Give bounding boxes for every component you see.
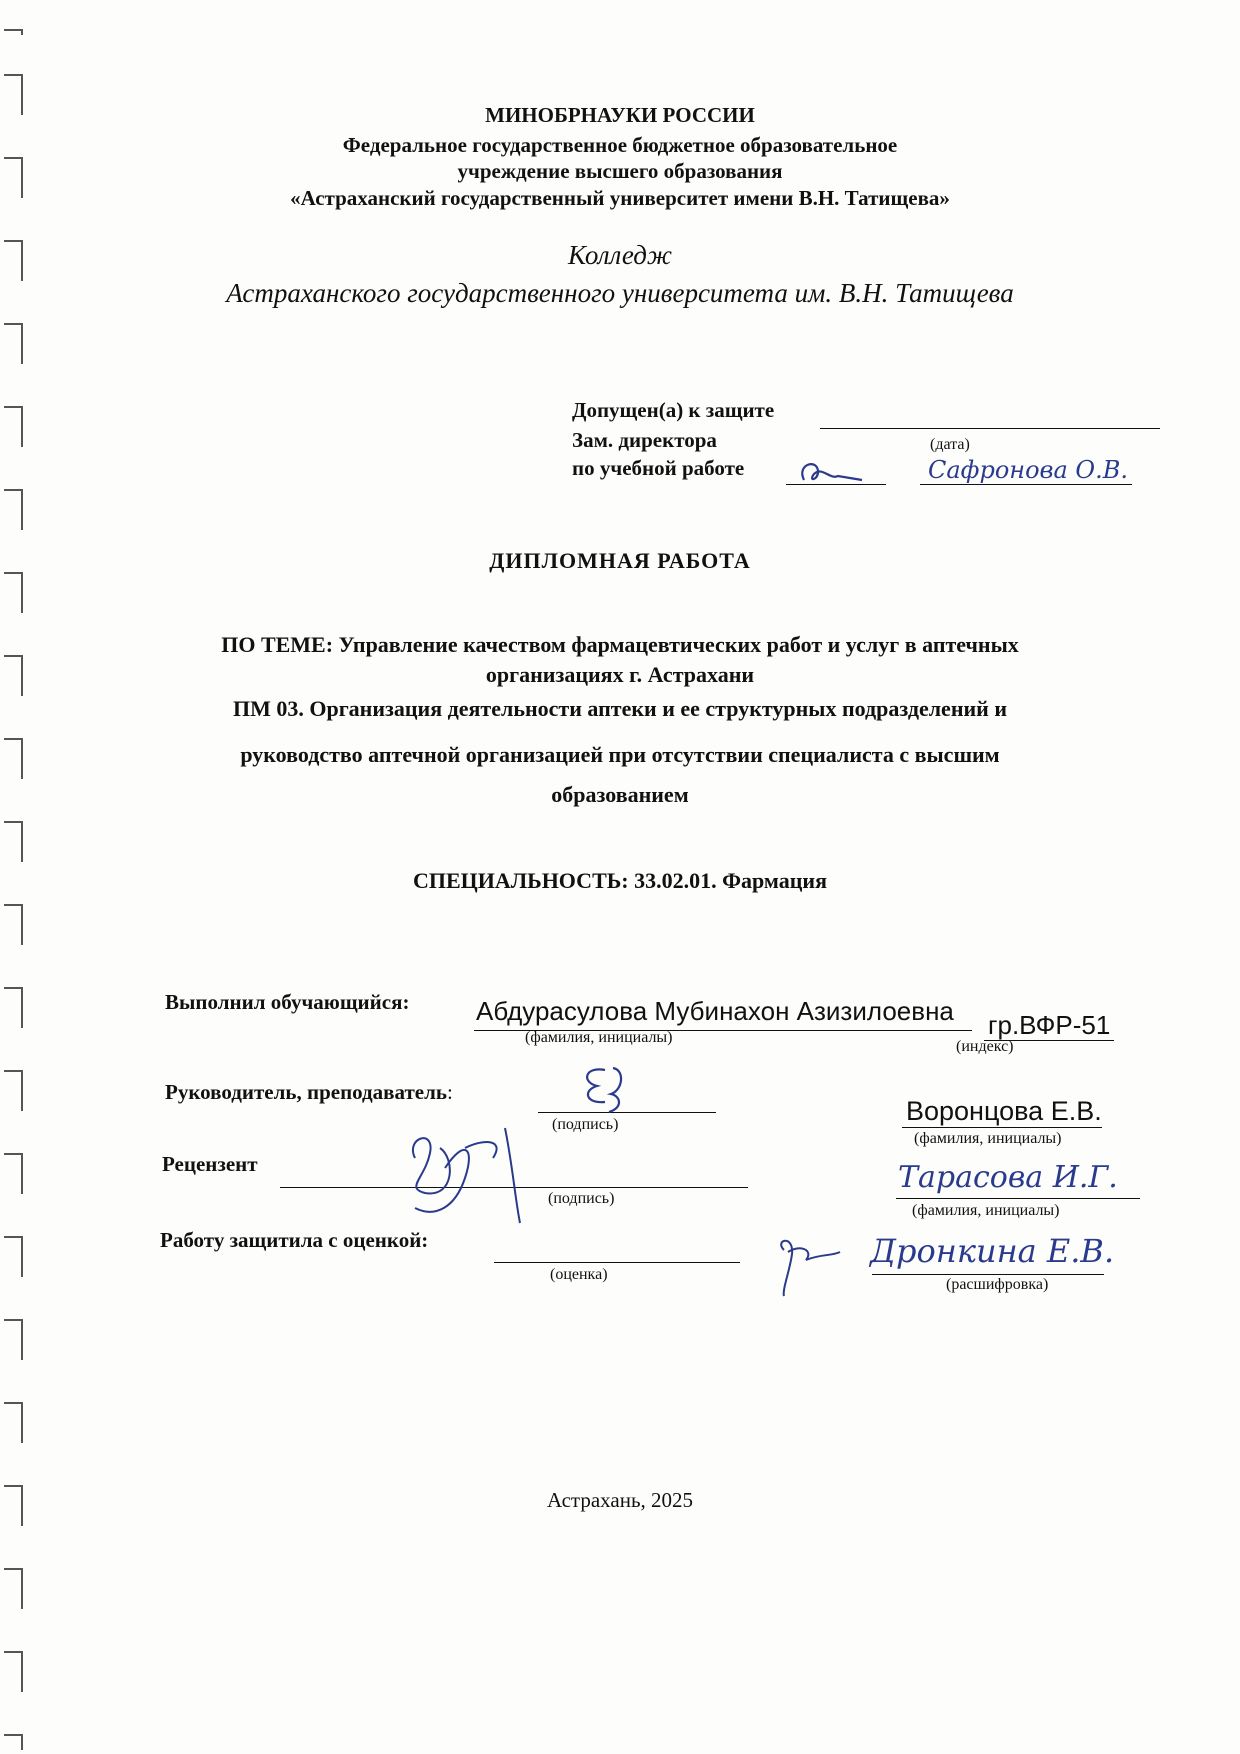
reviewer-name-handwritten: Тарасова И.Г. [898,1160,1118,1195]
decoding-line [872,1274,1104,1275]
college-line-1: Колледж [567,240,673,270]
defense-label: Работу защитила с оценкой: [160,1228,429,1252]
module-line-1: ПМ 03. Организация деятельности аптеки и ее структурных подразделений и [232,696,1008,721]
decoding-caption: (расшифровка) [946,1276,1049,1293]
reviewer-name-caption: (фамилия, инициалы) [912,1202,1060,1219]
reviewer-name-line [896,1198,1140,1199]
approver-name-handwritten: Сафронова О.В. [928,456,1129,484]
approver-signature [792,454,882,488]
university-name-line: «Астраханский государственный университет имени В.Н. Татищева» [290,186,950,210]
supervisor-label-text: Руководитель, преподаватель [165,1080,448,1104]
reviewer-signature-caption: (подпись) [548,1190,615,1207]
reviewer-label: Рецензент [162,1152,258,1176]
student-group-caption: (индекс) [956,1038,1014,1055]
work-title: ДИПЛОМНАЯ РАБОТА [489,548,751,573]
admitted-label: Допущен(а) к защите [572,398,775,422]
deputy-director-label: Зам. директора [572,428,717,452]
supervisor-label [165,1080,453,1105]
module-line-2: руководство аптечной организацией при отсутствии специалиста с высшим [240,742,1000,767]
academic-work-label: по учебной работе [572,456,745,480]
date-caption: (дата) [930,436,970,453]
city-year: Астрахань, 2025 [546,1488,694,1512]
specialty-line: СПЕЦИАЛЬНОСТЬ: 33.02.01. Фармация [412,868,828,893]
theme-line-1: ПО ТЕМЕ: Управление качеством фармацевтических работ и услуг в аптечных [221,632,1019,657]
supervisor-label-colon: : [447,1080,453,1104]
supervisor-name-line [902,1127,1102,1128]
approver-name-line [920,484,1132,485]
date-line [820,428,1160,429]
grade-line [494,1262,740,1263]
student-name: Абдурасулова Мубинахон Азизилоевна [476,996,954,1026]
grade-caption: (оценка) [550,1266,608,1283]
student-name-caption: (фамилия, инициалы) [525,1029,673,1046]
supervisor-signature [575,1060,645,1120]
institution-type-line: Федеральное государственное бюджетное образовательное [342,133,898,157]
decoding-handwritten: Дронкина Е.В. [870,1232,1115,1270]
defense-signature [770,1230,850,1300]
student-group: гр.ВФР-51 [988,1010,1111,1040]
theme-line-2: организациях г. Астрахани [485,662,755,687]
college-line-2: Астраханского государственного университета им. В.Н. Татищева [226,278,1014,308]
module-line-3: образованием [551,782,689,807]
supervisor-name-caption: (фамилия, инициалы) [914,1130,1062,1147]
supervisor-name: Воронцова Е.В. [906,1096,1102,1126]
reviewer-signature [395,1118,535,1228]
institution-level-line: учреждение высшего образования [457,159,783,183]
student-label: Выполнил обучающийся: [165,990,410,1014]
ministry-heading: МИНОБРНАУКИ РОССИИ [485,103,755,127]
supervisor-signature-caption: (подпись) [552,1116,619,1133]
